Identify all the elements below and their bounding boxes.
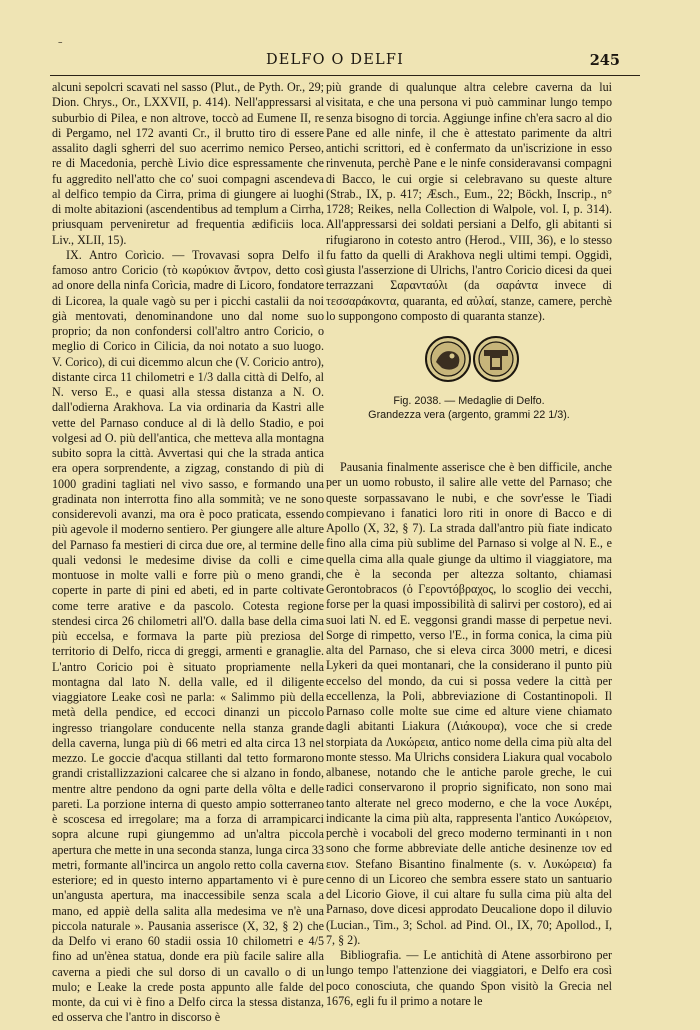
page-number: 245: [589, 52, 620, 69]
running-title: DELFO O DELFI: [265, 52, 405, 68]
caption-detail: Grandezza vera (argento, grammi 22 1/3).: [368, 409, 570, 421]
paragraph: Pausania finalmente asserisce che è ben difficile, anche per un uomo robusto, il salire alle vette del Parnaso; che queste sorpassavano le nubi, e che sovr'esse le Tiadi compievano i fanatici loro riti in onore di Bacco e di Apollo (X, 32, § 7). La strada dall'antro più fiate indicato fino alla cima più sublime del Parnaso si volge al N. E., e quella cima alla quale giunge da ultimo il viaggiatore, ma che è la seconda per altezza soltanto, chiamasi Gerontobracos (ὁ Γεροντόβραχος, lo scoglio dei vecchi, forse per la quasi impossibilità di salirvi per costoro), ed ai suoi lati N. ed E. veggonsi grandi masse di perpetue nevi. Sorge di rimpetto, verso l'E., in forma conica, la cima più alta del Parnaso, che si eleva circa 3000 metri, e dicesi Lykeri da quei montanari, che la considerano il punto più eccelso del mondo, da cui si possa vedere la città per eccellenza, la Poli, abbreviazione di Costantinopoli. Il Parnaso colle molte sue cime ed alture viene chiamato dagli abitanti Liakura (Λιάκουρα), voce che si crede storpiata da Λυκώρεια, antico nome della cima più alta del monte stesso. Ma Ulrichs considera Liakura qual vocabolo albanese, notando che le antiche parole greche, le cui radici conservarono il proprio significato, non sono mai tanto alterate nel greco moderno, e che la voce Λυκέρι, indicante la cima più alta, rappresenta l'antico Λυκώρειον, perchè i vocaboli del greco moderno terminanti in ι non sono che forme abbreviate delle antiche desinenze ιον ed ειον. Stefano Bisantino finalmente (s. v. Λυκώρεια) fa cenno di un Licoreo che sembra essere stato un santuario del Licorio Giove, il cui altare fu sulla cima più alta del Parnaso, dove dicesi approdato Deucalione dopo il diluvio (Lucian., Tim., 3; Schol. ad Pind. Ol., IX, 70; Apollod., I, 7, § 2).: [326, 460, 612, 947]
right-column: [326, 80, 612, 1009]
caption-title: Fig. 2038. — Medaglie di Delfo.: [393, 395, 545, 407]
running-header: [50, 50, 620, 74]
figure-caption: [326, 394, 612, 422]
coins-image: [424, 334, 520, 384]
paragraph: più grande di qualunque altra celebre caverna da lui visitata, e che una persona vi può camminar lungo tempo senza bisogno di torcia. Aggiunge infine ch'era sacro al dio Pane ed alle ninfe, il che è attestato parimente da altri antichi scrittori, ed è confermato da un'iscrizione in esso rinvenuta, perchè Pane e le ninfe consideravansi compagni di Bacco, le cui orgie si celebravano su queste alture (Strab., IX, p. 417; Æsch., Eum., 22; Böckh, Inscrip., n° 1728; Reikes, nella Collection di Walpole, vol. I, p. 314). All'appressarsi dei soldati persiani a Delfo, gli abitanti si rifugiarono in cotesto antro (Herod., VIII, 36), e lo stesso fu fatto da quelli di Arakhova negli ultimi tempi. Oggidì, giusta l'asserzione di Ulrichs, l'antro Coricio dicesi da quei terrazzani Σαρανταύλι (da σαράντα invece di τεσσαράκοντα, quaranta, ed αὐλαί, stanze, camere, perchè lo suppongono composto di quaranta stanze).: [326, 80, 612, 323]
paragraph: Bibliografia. — Le antichità di Atene assorbirono per lungo tempo l'attenzione dei viaggiatori, e Delfo era così poco conosciuta, che quando Spon visitò la Grecia nel 1676, egli fu il primo a notare le: [326, 948, 612, 1008]
paragraph: IX. Antro Corìcio. — Trovavasi sopra Delfo il famoso antro Coricio (τὸ κωρύκιον ἄντρον, detto così ad onore della ninfa Corìcia, madre di Licoro, fondatore di Licorea, la quale vagò su per i picchi castalii da noi già mentovati, denominandone uno dal nome suo proprio; da non confondersi coll'altro antro Coricio, o meglio di Corico in Cilicia, da noi notato a suo luogo. V. Corico), di cui dicemmo alcun che (V. Coricio antro), distante circa 11 chilometri e 1/3 dalla città di Delfo, al N. verso E., e quasi alla stessa distanza a N. O. dall'odierna Arakhova. La via ordinaria da Kastri alle vette del Parnaso conduce al di là dello Stadio, e poi volgesi ad O. più dell'antica, che metteva alla montagna subito sopra la città. Avvertasi qui che la strada antica era opera sorprendente, a zigzag, constando di più di 1000 gradini tagliati nel vivo sasso, e formando una gradinata non interrotta fino alla sommità; ve ne sono considerevoli avanzi, ma ora è poco praticata, essendo più agevole il moderno sentiero. Per giungere alle alture del Parnaso fa mestieri di circa due ore, al termine delle quali vedonsi le medesime divise da colli e cime montuose in molte valli e forre più o meno grandi, coperte in parte di pini ed abeti, ed in parte coltivate come terre arative e da pascolo. Cotesta regione stendesi circa 26 chilometri all'O. dalla base della cima più eccelsa, e formava la parte più preziosa del territorio di Delfo, ricca di greggi, armenti e granaglie. L'antro Coricio poi è situato propriamente nella montagna dal lato N. della valle, ed il diligente viaggiatore Leake così ne parla: « Salimmo più della metà della pendice, ed eccoci dinanzi un piccolo ingresso triangolare conducente nella stanza grande della caverna, lunga più di 66 metri ed alta circa 13 nel mezzo. Le goccie d'acqua stillanti dal tetto formarono grandi cristallizzazioni calcaree che si alzano in fondo, mentre altre pendono da ogni parte della vôlta e delle pareti. La porzione interna di questo ampio sotterraneo è scoscesa ed irregolare; ma a forza di arrampicarci sopra alcune rupi giungemmo ad un'altra piccola apertura che mette in una seconda stanza, lunga circa 33 metri, formante all'incirca un angolo retto colla caverna esteriore; ed in questo interno appartamento vi è pure un'angusta apertura, ma inaccessibile senza scala a mano, ed appiè della salita alla medesima ve n'è una piccola naturale ». Pausania asserisce (X, 32, § 2) che da Delfo vi erano 60 stadii ossia 10 chilometri e 4/5 fino ad un'ènea statua, donde era più facile salire alla caverna a piedi che sul dorso di un cavallo o di un mulo; e Leake la crede posta appunto alle falde del monte, da cui vi è fino a Delfo circa la stessa distanza, ed osserva che l'antro in discorso è: [52, 247, 324, 1025]
left-column: [52, 80, 324, 1026]
page-mark: –: [58, 38, 63, 48]
header-rule: [50, 75, 640, 76]
figure: [326, 334, 612, 454]
paragraph: alcuni sepolcri scavati nel sasso (Plut., de Pyth. Or., 29; Dion. Chrys., Or., LXXVII, p. 414). Nell'appressarsi al suburbio di Pilea, e non altrove, toccò ad Eumene II, re di Pergamo, nel 172 avanti Cr., il brutto tiro di essere assalito dagli sgherri del suo acerrimo nemico Perseo, re di Macedonia, perchè Livio dice espressamente che fu aggredito nell'atto che co' suoi compagni ascendeva al delfico tempio da Cirra, prima di giungere ai luoghi di molte abitazioni (ascendentibus ad templum a Cirrha, priusquam perveniretur ad frequentia ædificiis loca. Liv., XLII, 15).: [52, 80, 324, 247]
